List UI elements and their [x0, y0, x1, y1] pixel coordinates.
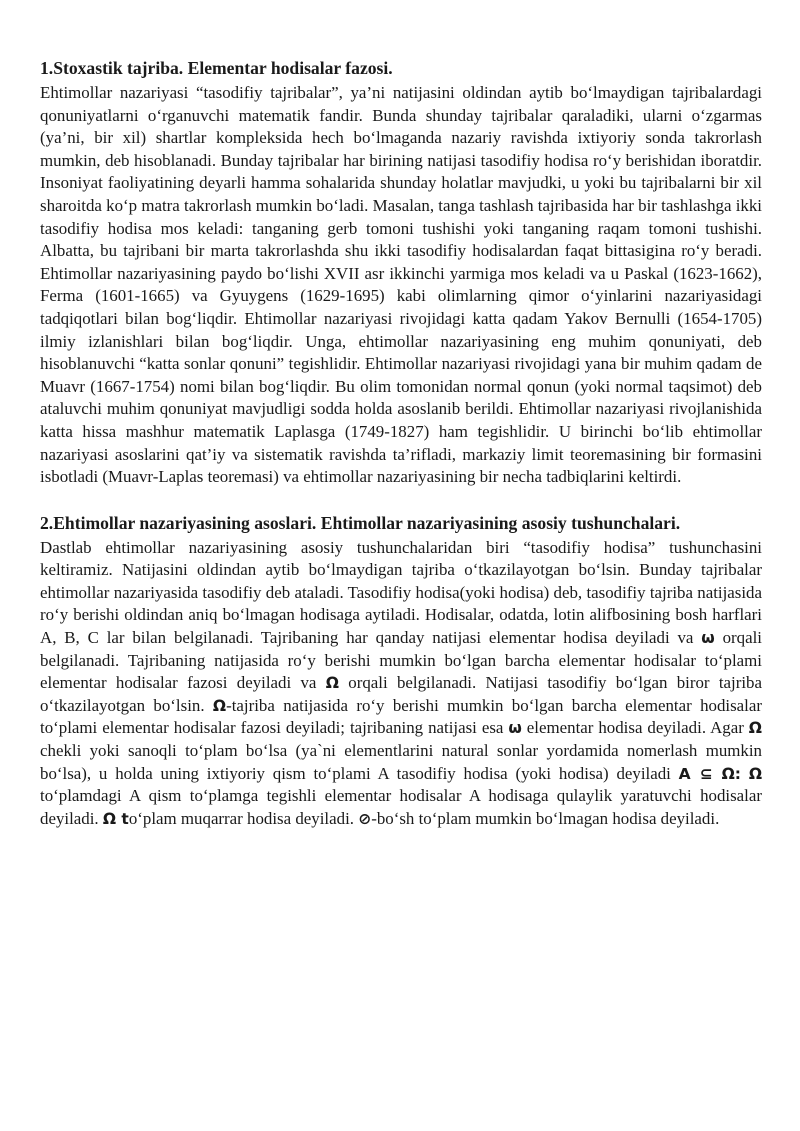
empty-set-symbol: ⊘ [358, 809, 372, 828]
text-run: o‘plam muqarrar hodisa deyiladi. [128, 808, 359, 828]
text-run: Dastlab ehtimollar nazariyasining asosiy tushunchalaridan biri “tasodifiy hodisa” tushunchasini keltiramiz. Natijasini oldindan aytib bo‘lmaydigan tajriba o‘tkazilayotgan bo‘lsin. Bunday tajribalar ehtimollar nazariyasida tasodifiy deb ataladi. Tasodifiy hodisa(yoki hodisa) deb, tasodifiy tajriba natijasida ro‘y berishi oldindan aniq bo‘lmagan hodisaga aytiladi. Hodisalar, odatda, lotin alifbosining bosh harflari A, B, C lar bilan belgilanadi. Tajribaning har qanday natijasi elementar hodisa deyiladi va [40, 537, 762, 648]
omega-lower-symbol: ω [508, 719, 522, 738]
omega-lower-symbol: ω [701, 629, 715, 648]
text-run: chekli yoki sanoqli to‘plam bo‘lsa (ya`ni elementlarini natural sonlar yordamida nomerlash mumkin bo‘lsa), u holda uning ixtiyoriy qism to‘plami A tasodifiy hodisa (yoki hodisa) deyiladi [40, 741, 762, 783]
section-stochastic-experiment [40, 56, 762, 489]
text-run: -bo‘sh to‘plam mumkin bo‘lmagan hodisa deyiladi. [371, 808, 720, 828]
section-heading: 1.Stoxastik tajriba. Elementar hodisalar fazosi. [40, 58, 393, 78]
text-run [741, 764, 749, 783]
omega-upper-symbol: Ω [748, 719, 762, 738]
text-run: orqali belgilanadi. Natijasi tasodifiy bo‘lgan biror tajriba o‘tkazilayotgan bo‘lsin. [40, 673, 763, 715]
section-probability-basics [40, 511, 762, 831]
document-page [40, 56, 762, 830]
text-run: -tajriba natijasida ro‘y berishi mumkin bo‘lgan barcha elementar hodisalar to‘plami elementar hodisalar fazosi deyiladi; tajribaning natijasi esa [40, 695, 762, 738]
text-run: to‘plamdagi A qism to‘plamga tegishli elementar hodisalar A hodisaga qulaylik yaratuvchi hodisalar deyiladi. [40, 786, 762, 828]
subset-formula: A ⊆ Ω: [678, 764, 741, 783]
section-paragraph: Ehtimollar nazariyasi “tasodifiy tajribalar”, ya’ni natijasini oldindan aytib bo‘lmaydigan tajribalardagi qonuniyatlarni o‘rganuvchi matematik fandir. Bunda shunday tajribalar qaraladiki, ularni o‘zgarmas (ya’ni, bir xil) shartlar kompleksida hech bo‘lmaganda nazariy ravishda ixtiyoriy sonda takrorlash mumkin, deb hisoblanadi. Bunday tajribalar har birining natijasi tasodifiy hodisa ro‘y berishidan iboratdir. Insoniyat faoliyatining deyarli hamma sohalarida shunday holatlar mavjudki, u yoki bu tajribalarni bir xil sharoitda ko‘p matra takrorlash mumkin bo‘ladi. Masalan, tanga tashlash tajribasida har bir tashlashga ikki tasodifiy hodisa mos keladi: tanganing gerb tomoni tushishi yoki tanganing raqam tomoni tushishi. Albatta, bu tajribani bir marta takrorlashda shu ikki tasodifiy hodisalardan faqat bittasigina ro‘y beradi. Ehtimollar nazariyasining paydo bo‘lishi XVII asr ikkinchi yarmiga mos keladi va u Paskal (1623-1662), Ferma (1601-1665) va Gyuygens (1629-1695) kabi olimlarning qimor o‘yinlarini nazariyasidagi tadqiqotlari bilan bog‘liqdir. Ehtimollar nazariyasi rivojidagi katta qadam Yakov Bernulli (1654-1705) ilmiy izlanishlari bilan bog‘liqdir. Unga, ehtimollar nazariyasining eng muhim qonuniyati, deb hisoblanuvchi “katta sonlar qonuni” tegishlidir. Ehtimollar nazariyasi rivojidagi yana bir muhim qadam de Muavr (1667-1754) nomi bilan bog‘liqdir. Bu olim tomonidan normal qonun (yoki normal taqsimot) deb ataluvchi muhim qonuniyat mavjudligi sodda holda asoslanib berildi. Ehtimollar nazariyasi rivojlanishida katta hissa mashhur matematik Laplasga (1749-1827) ham tegishlidir. U birinchi bo‘lib ehtimollar nazariyasi asoslarini qat’iy va sistematik ravishda ta’rifladi, markaziy limit teoremasining bir formasini isbotladi (Muavr-Laplas teoremasi) va ehtimollar nazariyasining bir necha tadbiqlarini keltirdi. [40, 83, 762, 487]
omega-upper-symbol: Ω t [102, 809, 129, 828]
section-paragraph [40, 537, 762, 831]
text-run: orqali belgilanadi. Tajribaning natijasida ro‘y berishi mumkin bo‘lgan barcha elementar hodisalar to‘plami elementar hodisalar fazosi deyiladi va [40, 628, 762, 693]
section-heading: 2.Ehtimollar nazariyasining asoslari. Ehtimollar nazariyasining asosiy tushunchalari. [40, 512, 681, 533]
omega-upper-symbol: Ω [325, 674, 339, 693]
text-run: elementar hodisa deyiladi. Agar [521, 718, 749, 738]
omega-upper-symbol: Ω [748, 764, 762, 783]
omega-upper-symbol: Ω [212, 696, 227, 715]
